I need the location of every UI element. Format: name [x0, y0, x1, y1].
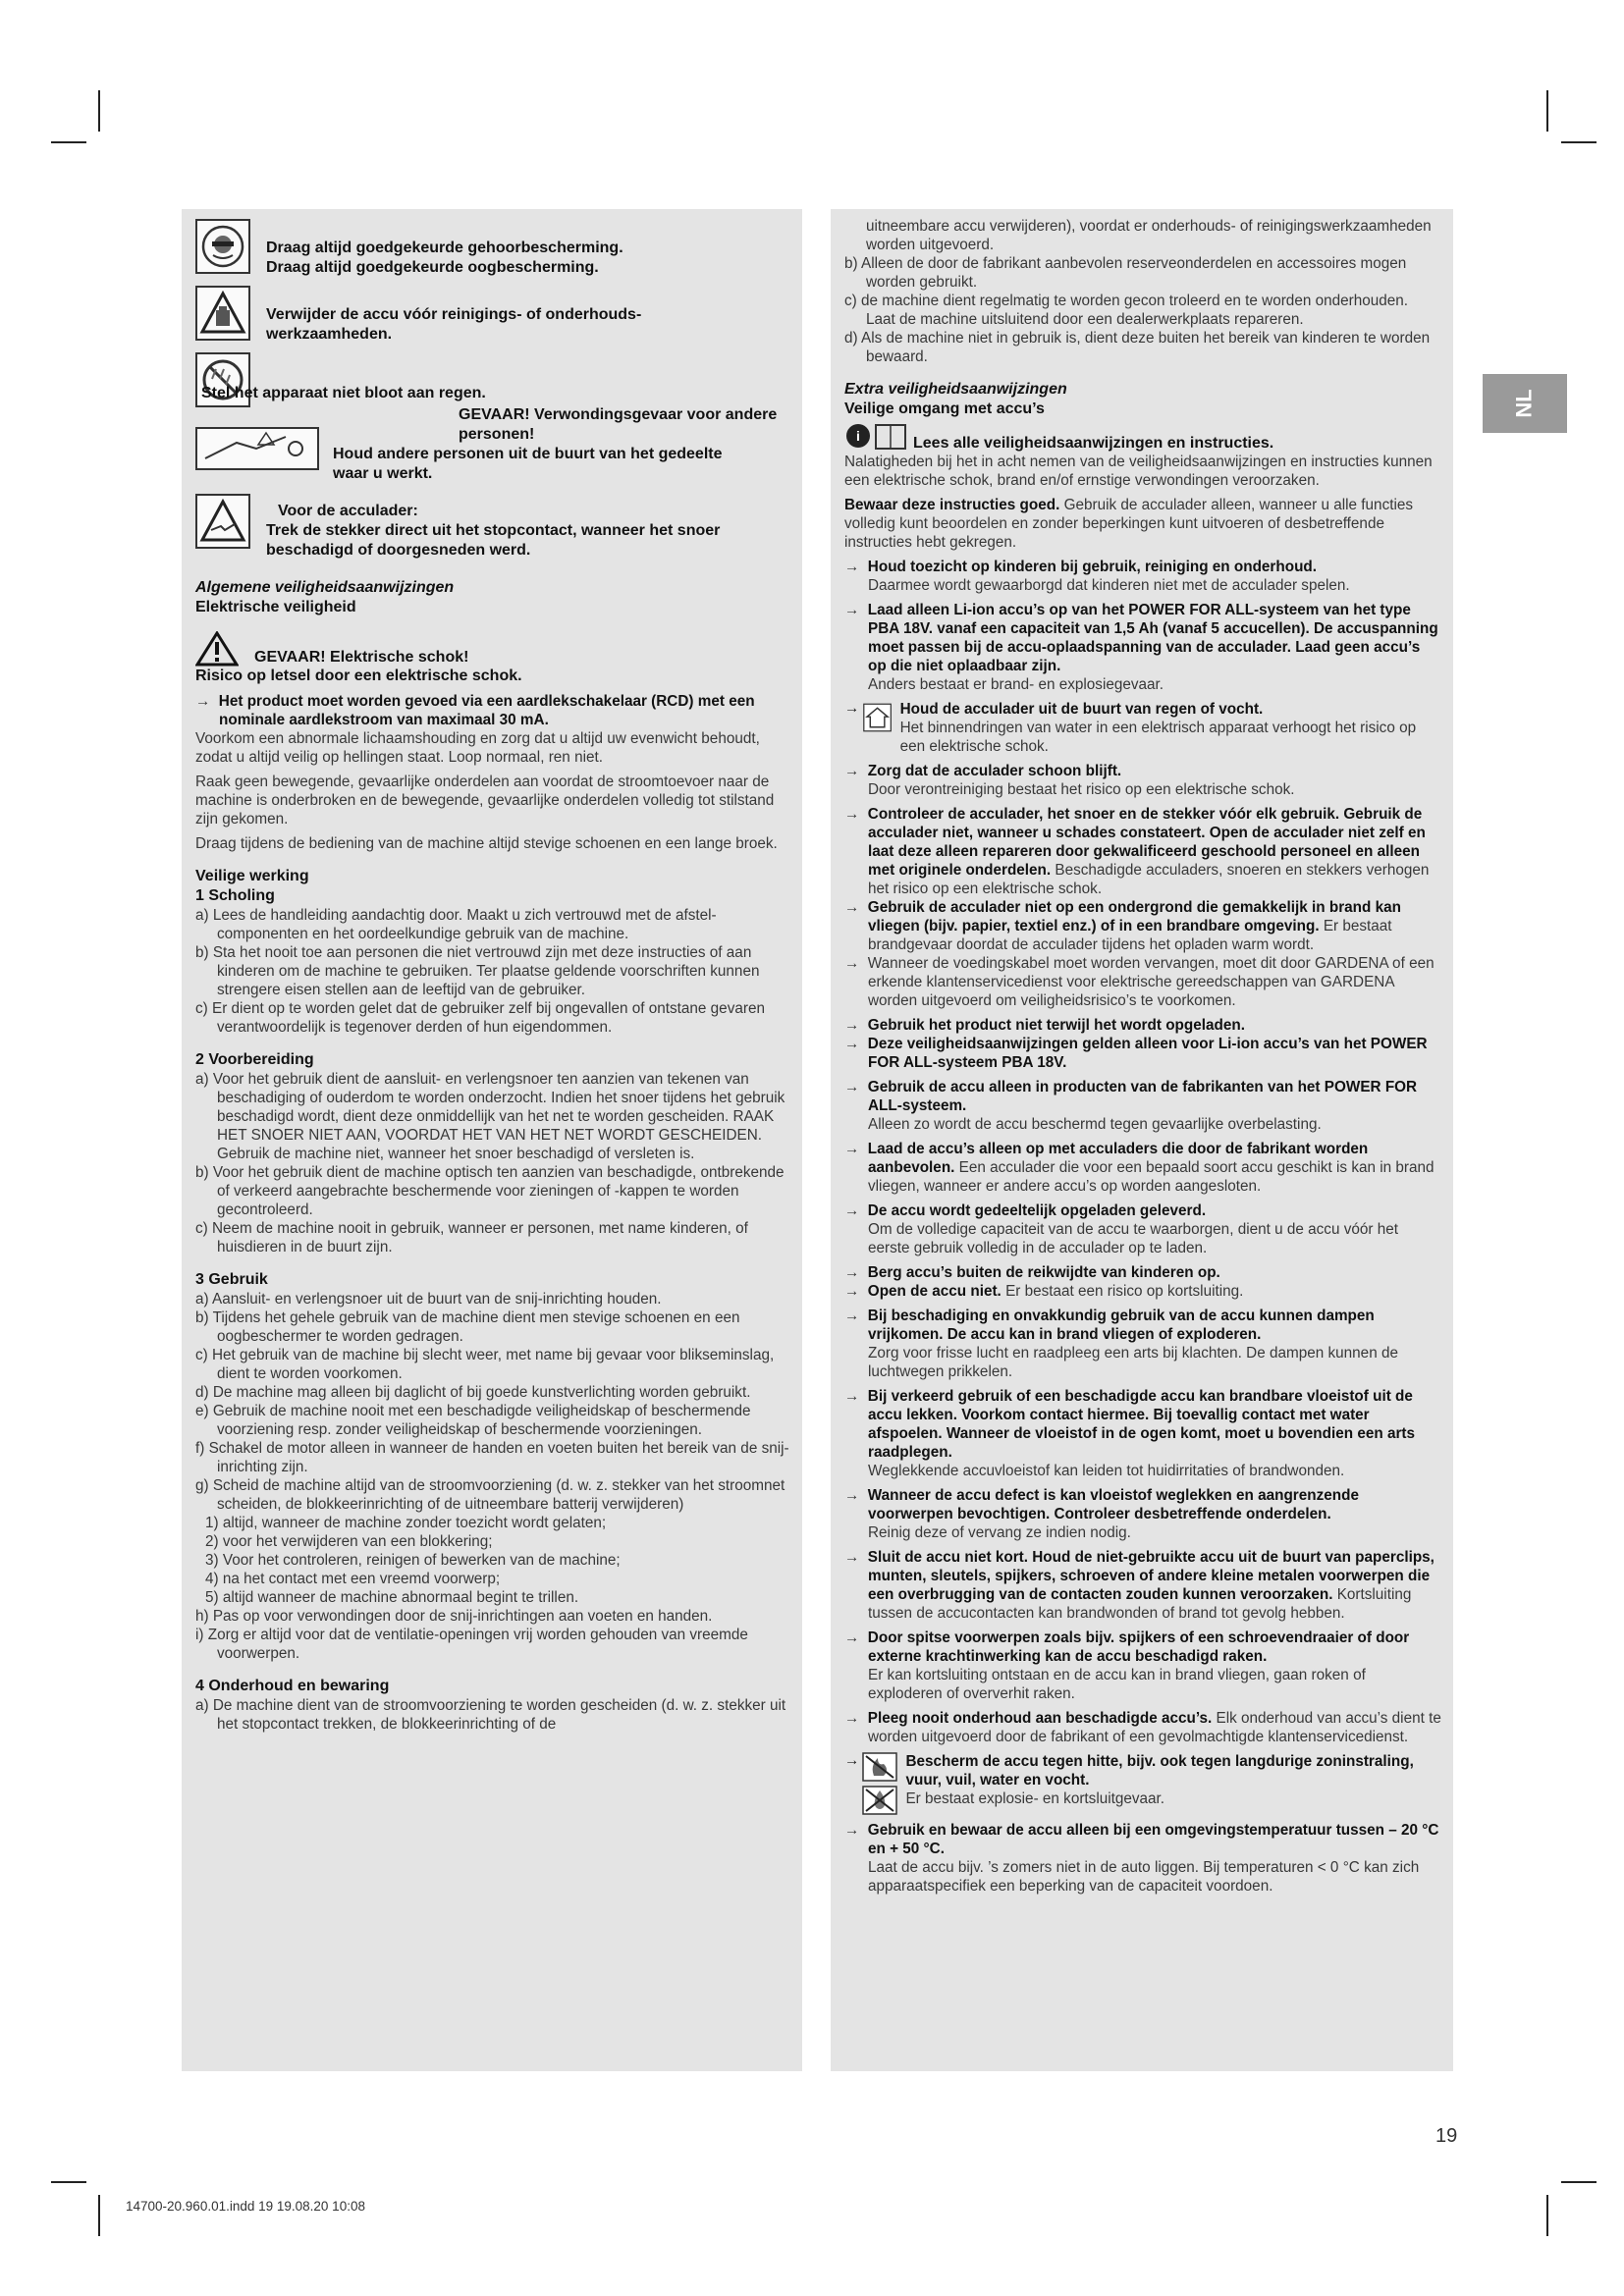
section-4-heading: 4 Onderhoud en bewaring	[195, 1678, 390, 1694]
arrow-item: → Open de accu niet. Er bestaat een risico op kortsluiting.	[844, 1283, 1244, 1300]
electrical-safety-heading: Elektrische veiligheid	[195, 599, 356, 615]
bystander-danger-title: GEVAAR! Verwondingsgevaar voor andere personen!	[459, 406, 778, 443]
danger-electric-sub: Risico op letsel door een elektrische schok.	[195, 667, 522, 684]
paragraph: Raak geen bewegende, gevaarlijke onderdelen aan voordat de stroomtoevoer naar de machine is onderbroken en de bewegende, gevaarlijke onderdelen volledig tot stilstand zijn gekomen.	[195, 774, 775, 828]
arrow-item: → Deze veiligheidsaanwijzingen gelden alleen voor Li-ion accu’s van het POWER FOR ALL-systeem PBA 18V.	[844, 1036, 1428, 1071]
arrow-item-bold: Open de accu niet.	[867, 1283, 1001, 1300]
warning-battery-text: Verwijder de accu vóór reinigings- of onderhouds-	[266, 306, 642, 323]
arrow-item-bold: Door spitse voorwerpen zoals bijv. spijkers of een schroevendraaier of door externe krachtinwerking kan de accu beschadigd raken.	[867, 1629, 1410, 1665]
language-tab	[1483, 374, 1567, 433]
paragraph: Nalatigheden bij het in acht nemen van de veiligheidsaanwijzingen en instructies kunnen een elektrische schok, brand en/of ernstige verwondingen veroorzaken.	[844, 454, 1433, 489]
arrow-item-bold: Bij beschadiging en onvakkundig gebruik van de accu kunnen dampen vrijkomen. De accu kan in brand vliegen of exploderen.	[867, 1308, 1375, 1343]
arrow-item: → Gebruik het product niet terwijl het wordt opgeladen.	[844, 1017, 1245, 1034]
arrow-item-text: Er kan kortsluiting ontstaan en de accu kan in brand vliegen, gaan roken of exploderen of oververhit raken.	[868, 1667, 1366, 1702]
warning-bystanders	[195, 405, 790, 484]
arrow-item: → Berg accu’s buiten de reikwijdte van kinderen op.	[844, 1264, 1220, 1281]
general-safety-heading: Algemene veiligheidsaanwijzingen	[195, 579, 455, 596]
list-item: a) Aansluit- en verlengsnoer uit de buurt van de snij-inrichting houden.	[195, 1291, 662, 1308]
charger-title: Voor de acculader:	[278, 503, 418, 519]
arrow-item: → Wanneer de accu defect is kan vloeistof weglekken en aangrenzende voorwerpen bevochtigen. Controleer desbetreffende onderdelen. Reinig deze of vervang ze indien nodig.	[844, 1487, 1359, 1541]
keep-instructions-bold: Bewaar deze instructies goed.	[844, 497, 1060, 513]
arrow-item: → Laad de accu’s alleen op met acculaders die door de fabrikant worden aanbevolen. Een acculader die voor een bepaald soort accu geschikt is kan in brand vliegen, wanneer er andere accu’s op worden aangesloten.	[844, 1141, 1435, 1195]
arrow-item-bold: Wanneer de accu defect is kan vloeistof weglekken en aangrenzende voorwerpen bevochtigen. Controleer desbetreffende onderdelen.	[867, 1487, 1359, 1522]
warning-charger	[195, 494, 790, 561]
read-all-text: Lees alle veiligheidsaanwijzingen en instructies.	[913, 435, 1274, 452]
warning-battery-text-2: werkzaamheden.	[266, 326, 393, 343]
arrow-item: → Gebruik de accu alleen in producten van de fabrikanten van het POWER FOR ALL-systeem. Alleen zo wordt de accu beschermd tegen gevaarlijke overbelasting.	[844, 1079, 1418, 1133]
arrow-item-text: Beschadigde acculaders, snoeren en stekkers verhogen het risico op een elektrische schok.	[868, 862, 1430, 897]
arrow-item: → Laad alleen Li-ion accu’s op van het POWER FOR ALL-systeem van het type PBA 18V. vanaf een capaciteit van 1,5 Ah (vanaf 5 accucellen). De accuspanning moet passen bij de accu-oplaadspanning van de acculader. Laad geen accu’s op die niet oplaadbaar zijn. Anders bestaat er brand- en explosiegevaar.	[844, 602, 1438, 693]
arrow-item-text: Er bestaat explosie- en kortsluitgevaar.	[905, 1790, 1165, 1807]
arrow-item-text: Alleen zo wordt de accu beschermd tegen gevaarlijke overbelasting.	[868, 1116, 1322, 1133]
sub-list-item: 3) Voor het controleren, reinigen of bewerken van de machine;	[205, 1552, 621, 1569]
arrow-item: → Bij verkeerd gebruik of een beschadigde accu kan brandbare vloeistof uit de accu lekken. Voorkom contact hiermee. Bij toevallig contact met water afspoelen. Wanneer de vloeistof in de ogen komt, moet u bovendien een arts raadplegen. Weglekkende accuvloeistof kan leiden tot huidirritaties of brandwonden.	[844, 1388, 1416, 1479]
list-item: d) Als de machine niet in gebruik is, dient deze buiten het bereik van kinderen te worden bewaard.	[844, 330, 1431, 365]
keep-instructions-text: Gebruik de acculader alleen, wanneer u alle functies volledig kunt beoordelen en zonder beperkingen kunt uitvoeren of desbetreffende instructies hebt gekregen.	[844, 497, 1414, 551]
warning-rain-text: Stel het apparaat niet bloot aan regen.	[201, 385, 486, 401]
arrow-item-bold: Berg accu’s buiten de reikwijdte van kinderen op.	[867, 1264, 1220, 1281]
list-item: a) Voor het gebruik dient de aansluit- en verlengsnoer ten aanzien van tekenen van beschadiging of ouderdom te worden onderzocht. Indien het snoer tijdens het gebruik beschadigd wordt, dient deze onmiddellijk van het net te worden gescheiden. RAAK HET SNOER NIET AAN, VOORDAT HET VAN HET NET WORDT GESCHEIDEN. Gebruik de machine niet, wanneer het snoer beschadigd of versleten is.	[195, 1071, 785, 1162]
arrow-item: → Gebruik en bewaar de accu alleen bij een omgevingstemperatuur tussen – 20 °C en + 50 °C. Laat de accu bijv. ’s zomers niet in de auto liggen. Bij temperaturen < 0 °C kan zich apparaatspecifiek een beperking van de capaciteit voordoen.	[844, 1822, 1439, 1895]
no-water-icon	[862, 1786, 897, 1815]
crop-mark	[1561, 141, 1597, 143]
arrow-item-bold: De accu wordt gedeeltelijk opgeladen geleverd.	[867, 1202, 1207, 1219]
list-item: d) De machine mag alleen bij daglicht of bij goede kunstverlichting worden gebruikt.	[195, 1384, 751, 1401]
arrow-item-bold: Sluit de accu niet kort. Houd de niet-gebruikte accu uit de buurt van paperclips, munten, sleutels, spijkers, schroeven of andere kleine metalen voorwerpen die een overbrugging van de contacten zouden kunnen veroorzaken.	[867, 1549, 1435, 1603]
bystander-text-2: waar u werkt.	[333, 465, 433, 482]
list-item: c) Neem de machine nooit in gebruik, wanneer er personen, met name kinderen, of huisdieren in de buurt zijn.	[195, 1220, 748, 1255]
svg-text:i: i	[856, 428, 860, 444]
arrow-item-bold: Gebruik de accu alleen in producten van de fabrikanten van het POWER FOR ALL-systeem.	[867, 1079, 1418, 1114]
arrow-item-text: Wanneer de voedingskabel moet worden vervangen, moet dit door GARDENA of een erkende klantenservicedienst voor elektrische gereedschappen van GARDENA worden uitgevoerd om veiligheidsrisico’s te voorkomen.	[867, 955, 1435, 1009]
rcd-instruction: → Het product moet worden gevoed via een aardlekschakelaar (RCD) met een nominale aardlekstroom van maximaal 30 mA.	[195, 693, 755, 728]
page-number: 19	[1435, 2125, 1458, 2147]
arrow-item-text: Kortsluiting tussen de accucontacten kan brandwonden of brand tot gevolg hebben.	[868, 1586, 1412, 1622]
arrow-item-bold: Laad alleen Li-ion accu’s op van het POWER FOR ALL-systeem van het type PBA 18V. vanaf een capaciteit van 1,5 Ah (vanaf 5 accucellen). De accuspanning moet passen bij de accu-oplaadspanning van de acculader. Laad geen accu’s op die niet oplaadbaar zijn.	[867, 602, 1438, 674]
arrow-item-heat: → Bescherm de accu tegen hitte, bijv. ook tegen langdurige zoninstraling, vuur, vuil, water en vocht. Er bestaat explosie- en kortsluitgevaar.	[844, 1752, 1441, 1815]
indoor-use-icon	[863, 700, 892, 735]
paragraph: Draag tijdens de bediening van de machine altijd stevige schoenen en een lange broek.	[195, 835, 778, 852]
sub-list-item: 5) altijd wanneer de machine abnormaal begint te trillen.	[205, 1589, 579, 1606]
no-fire-heat-icon	[862, 1752, 897, 1782]
arrow-item: → Door spitse voorwerpen zoals bijv. spijkers of een schroevendraaier of door externe krachtinwerking kan de accu beschadigd raken. Er kan kortsluiting ontstaan en de accu kan in brand vliegen, gaan roken of exploderen of oververhit raken.	[844, 1629, 1410, 1702]
arrow-item: → Controleer de acculader, het snoer en de stekker vóór elk gebruik. Gebruik de acculader niet, wanneer u schades constateert. Open de acculader niet zelf en laat deze alleen repareren door gekwalificeerd geschoold personeel en alleen met originele onderdelen. Beschadigde acculaders, snoeren en stekkers verhogen het risico op een elektrische schok.	[844, 806, 1430, 897]
arrow-item: → Zorg dat de acculader schoon blijft. Door verontreiniging bestaat het risico op een elektrische schok.	[844, 763, 1295, 798]
arrow-item-text: Daarmee wordt gewaarborgd dat kinderen niet met de acculader spelen.	[868, 577, 1350, 594]
arrow-item: → Pleeg nooit onderhoud aan beschadigde accu’s. Elk onderhoud van accu’s dient te worden uitgevoerd door de fabrikant of een gevolmachtigde klantenservicedienst.	[844, 1710, 1441, 1745]
paragraph: Voorkom een abnormale lichaamshouding en zorg dat u altijd uw evenwicht behoudt, zodat u altijd veilig op hellingen staat. Loop normaal, ren niet.	[195, 730, 760, 766]
paragraph: uitneembare accu verwijderen), voordat er onderhouds- of reinigingswerkzaamheden worden uitgevoerd.	[866, 218, 1432, 253]
list-item: g) Scheid de machine altijd van de stroomvoorziening (d. w. z. stekker van het stroomnet scheiden, de blokkeerinrichting of de uitneembare batterij verwijderen)	[195, 1477, 785, 1513]
language-tab-label: NL	[1511, 389, 1537, 418]
crop-mark	[1546, 90, 1548, 132]
arrow-item-text: Laat de accu bijv. ’s zomers niet in de auto liggen. Bij temperaturen < 0 °C kan zich apparaatspecifiek een beperking van de capaciteit voordoen.	[868, 1859, 1420, 1895]
list-item: f) Schakel de motor alleen in wanneer de handen en voeten buiten het bereik van de snij-inrichting zijn.	[195, 1440, 789, 1475]
safe-operation-heading: Veilige werking	[195, 868, 309, 884]
arrow-item-text: Het binnendringen van water in een elektrisch apparaat verhoogt het risico op een elektrische schok.	[899, 720, 1417, 755]
remove-battery-icon	[195, 286, 250, 341]
read-manual-icon	[844, 419, 909, 453]
warning-hearing-text: Draag altijd goedgekeurde gehoorbescherming.	[266, 240, 623, 256]
section-3-heading: 3 Gebruik	[195, 1271, 268, 1288]
arrow-item-bold: Bij verkeerd gebruik of een beschadigde accu kan brandbare vloeistof uit de accu lekken. Voorkom contact hiermee. Bij toevallig contact met water afspoelen. Wanneer de vloeistof in de ogen komt, moet u bovendien een arts raadplegen.	[867, 1388, 1416, 1461]
crop-mark	[98, 90, 100, 132]
list-item: c) de machine dient regelmatig te worden gecon troleerd en te worden onderhouden. Laat de machine uitsluitend door een dealerwerkplaats repareren.	[844, 293, 1408, 328]
crop-mark	[51, 2181, 86, 2183]
list-item: a) Lees de handleiding aandachtig door. Maakt u zich vertrouwd met de afstelcomponenten en het oordeelkundige gebruik van de machine.	[195, 907, 717, 942]
list-item: h) Pas op voor verwondingen door de snij-inrichtingen aan voeten en handen.	[195, 1608, 713, 1625]
arrow-item-text: Anders bestaat er brand- en explosiegevaar.	[868, 676, 1164, 693]
rcd-text: Het product moet worden gevoed via een aardlekschakelaar (RCD) met een nominale aardlekstroom van maximaal 30 mA.	[218, 693, 755, 728]
list-item: b) Voor het gebruik dient de machine optisch ten aanzien van beschadigde, ontbrekende of verkeerd aangebrachte beschermende voor zieningen of -kappen te worden gecontroleerd.	[195, 1164, 785, 1218]
arrow-item-bold: Pleeg nooit onderhoud aan beschadigde accu’s.	[867, 1710, 1213, 1727]
list-item: e) Gebruik de machine nooit met een beschadigde veiligheidskap of beschermende voorziening resp. zonder veiligheidskap of beschermende voorzieningen.	[195, 1403, 751, 1438]
arrow-item: → Sluit de accu niet kort. Houd de niet-gebruikte accu uit de buurt van paperclips, munten, sleutels, spijkers, schroeven of andere kleine metalen voorwerpen die een overbrugging van de contacten zouden kunnen veroorzaken. Kortsluiting tussen de accucontacten kan brandwonden of brand tot gevolg hebben.	[844, 1549, 1435, 1622]
extra-safety-heading: Extra veiligheidsaanwijzingen	[844, 381, 1067, 398]
sub-list-item: 1) altijd, wanneer de machine zonder toezicht wordt gelaten;	[205, 1515, 607, 1531]
arrow-item-text: Reinig deze of vervang ze indien nodig.	[868, 1524, 1131, 1541]
arrow-item-text: Weglekkende accuvloeistof kan leiden tot huidirritaties of brandwonden.	[868, 1463, 1345, 1479]
arrow-item-bold: Gebruik de acculader niet op een ondergrond die gemakkelijk in brand kan vliegen (bijv. papier, textiel enz.) of in een brandbare omgeving.	[867, 899, 1401, 934]
arrow-item-text: Om de volledige capaciteit van de accu te waarborgen, dient u de accu vóór het eerste gebruik volledig in de acculader op te laden.	[868, 1221, 1398, 1256]
right-column	[831, 209, 1453, 2071]
arrow-item-bold: Laad de accu’s alleen op met acculaders die door de fabrikant worden aanbevolen.	[867, 1141, 1369, 1176]
hearing-eye-protection-icon	[195, 219, 250, 274]
battery-handling-heading: Veilige omgang met accu’s	[844, 400, 1045, 417]
arrow-item-bold: Controleer de acculader, het snoer en de stekker vóór elk gebruik. Gebruik de acculader niet, wanneer u schades constateert. Open de acculader niet zelf en laat deze alleen repareren door gekwalificeerd geschoold personeel en alleen met originele onderdelen.	[867, 806, 1426, 879]
list-item: c) Het gebruik van de machine bij slecht weer, met name bij gevaar voor blikseminslag, dient te worden voorkomen.	[195, 1347, 775, 1382]
read-all-row	[844, 419, 1441, 453]
arrow-item-text: Elk onderhoud van accu’s dient te worden uitgevoerd door de fabrikant of een gevolmachtigde klantenservicedienst.	[868, 1710, 1441, 1745]
arrow-item-bold: Houd de acculader uit de buurt van regen of vocht.	[899, 701, 1264, 718]
arrow-item-text: Er bestaat brandgevaar doordat de acculader tijdens het opladen warm wordt.	[868, 918, 1392, 953]
warning-eye-text: Draag altijd goedgekeurde oogbescherming.	[266, 259, 599, 276]
list-item: c) Er dient op te worden gelet dat de gebruiker zelf bij ongevallen of ontstane gevaren verantwoordelijk is tegenover derden of hun eigendommen.	[195, 1000, 765, 1036]
list-item: b) Tijdens het gehele gebruik van de machine dient men stevige schoenen en een oogbeschermer te worden gedragen.	[195, 1309, 740, 1345]
arrow-item-bold: Deze veiligheidsaanwijzingen gelden alleen voor Li-ion accu’s van het POWER FOR ALL-systeem PBA 18V.	[867, 1036, 1428, 1071]
sub-list-item: 4) na het contact met een vreemd voorwerp;	[205, 1571, 501, 1587]
list-item: b) Sta het nooit toe aan personen die niet vertrouwd zijn met deze instructies of aan kinderen om de machine te gebruiken. Ter plaatse geldende voorschriften kunnen strengere eisen stellen aan de leeftijd van de gebruiker.	[195, 944, 760, 998]
crop-mark	[1546, 2195, 1548, 2236]
warning-hearing-eye	[195, 219, 790, 278]
warning-battery-remove	[195, 286, 790, 345]
crop-mark	[51, 141, 86, 143]
danger-electric	[195, 631, 790, 667]
section-2-heading: 2 Voorbereiding	[195, 1051, 314, 1068]
arrow-item-bold: Bescherm de accu tegen hitte, bijv. ook tegen langdurige zoninstraling, vuur, vuil, water en vocht.	[905, 1753, 1414, 1789]
arrow-item: → Bij beschadiging en onvakkundig gebruik van de accu kunnen dampen vrijkomen. De accu kan in brand vliegen of exploderen. Zorg voor frisse lucht en raadpleeg een arts bij klachten. De dampen kunnen de luchtwegen prikkelen.	[844, 1308, 1398, 1380]
arrow-item-text: Een acculader die voor een bepaald soort accu geschikt is kan in brand vliegen, wanneer er andere accu’s op worden aangesloten.	[868, 1159, 1435, 1195]
print-footer: 14700-20.960.01.indd 19 19.08.20 10:08	[126, 2199, 365, 2214]
arrow-item-bold: Gebruik het product niet terwijl het wordt opgeladen.	[867, 1017, 1245, 1034]
keep-instructions	[844, 496, 1441, 552]
charger-text: Trek de stekker direct uit het stopcontact, wanneer het snoer	[266, 522, 721, 539]
crop-mark	[98, 2195, 100, 2236]
charger-text-2: beschadigd of doorgesneden werd.	[266, 542, 531, 559]
arrow-item: → Wanneer de voedingskabel moet worden vervangen, moet dit door GARDENA of een erkende klantenservicedienst voor elektrische gereedschappen van GARDENA worden uitgevoerd om veiligheidsrisico’s te voorkomen.	[844, 955, 1435, 1009]
arrow-item-text: Er bestaat een risico op kortsluiting.	[1005, 1283, 1244, 1300]
bystander-text: Houd andere personen uit de buurt van het gedeelte	[333, 446, 723, 462]
arrow-item-text: Zorg voor frisse lucht en raadpleeg een arts bij klachten. De dampen kunnen de luchtwegen prikkelen.	[868, 1345, 1398, 1380]
list-item: i) Zorg er altijd voor dat de ventilatie-openingen vrij worden gehouden van vreemde voorwerpen.	[195, 1627, 748, 1662]
arrow-item-bold: Gebruik en bewaar de accu alleen bij een omgevingstemperatuur tussen – 20 °C en + 50 °C.	[867, 1822, 1439, 1857]
arrow-item: → Houd toezicht op kinderen bij gebruik, reiniging en onderhoud. Daarmee wordt gewaarborgd dat kinderen niet met de acculader spelen.	[844, 559, 1350, 594]
warning-triangle-icon	[195, 631, 239, 667]
keep-bystanders-away-icon	[195, 427, 319, 470]
arrow-item-text: Door verontreiniging bestaat het risico op een elektrische schok.	[868, 781, 1295, 798]
list-item: a) De machine dient van de stroomvoorziening te worden gescheiden (d. w. z. stekker uit het stopcontact trekken, de blokkeerinrichting of de	[195, 1697, 786, 1733]
sub-list-item: 2) voor het verwijderen van een blokkering;	[205, 1533, 493, 1550]
list-item: b) Alleen de door de fabrikant aanbevolen reserveonderdelen en accessoires mogen worden gebruikt.	[844, 255, 1407, 291]
section-1-heading: 1 Scholing	[195, 887, 275, 904]
warning-rain	[195, 352, 790, 403]
arrow-item-bold: Zorg dat de acculader schoon blijft.	[867, 763, 1122, 779]
left-column	[182, 209, 802, 2071]
unplug-warning-icon	[195, 494, 250, 549]
arrow-item-bold: Houd toezicht op kinderen bij gebruik, reiniging en onderhoud.	[867, 559, 1318, 575]
arrow-item: → De accu wordt gedeeltelijk opgeladen geleverd. Om de volledige capaciteit van de accu te waarborgen, dient u de accu vóór het eerste gebruik volledig in de acculader op te laden.	[844, 1202, 1398, 1256]
arrow-item: → Gebruik de acculader niet op een ondergrond die gemakkelijk in brand kan vliegen (bijv. papier, textiel enz.) of in een brandbare omgeving. Er bestaat brandgevaar doordat de acculader tijdens het opladen warm wordt.	[844, 899, 1401, 953]
crop-mark	[1561, 2181, 1597, 2183]
arrow-item-house: → Houd de acculader uit de buurt van regen of vocht. Het binnendringen van water in een elektrisch apparaat verhoogt het risico op een elektrische schok.	[844, 700, 1441, 756]
danger-electric-text: GEVAAR! Elektrische schok!	[254, 649, 469, 666]
